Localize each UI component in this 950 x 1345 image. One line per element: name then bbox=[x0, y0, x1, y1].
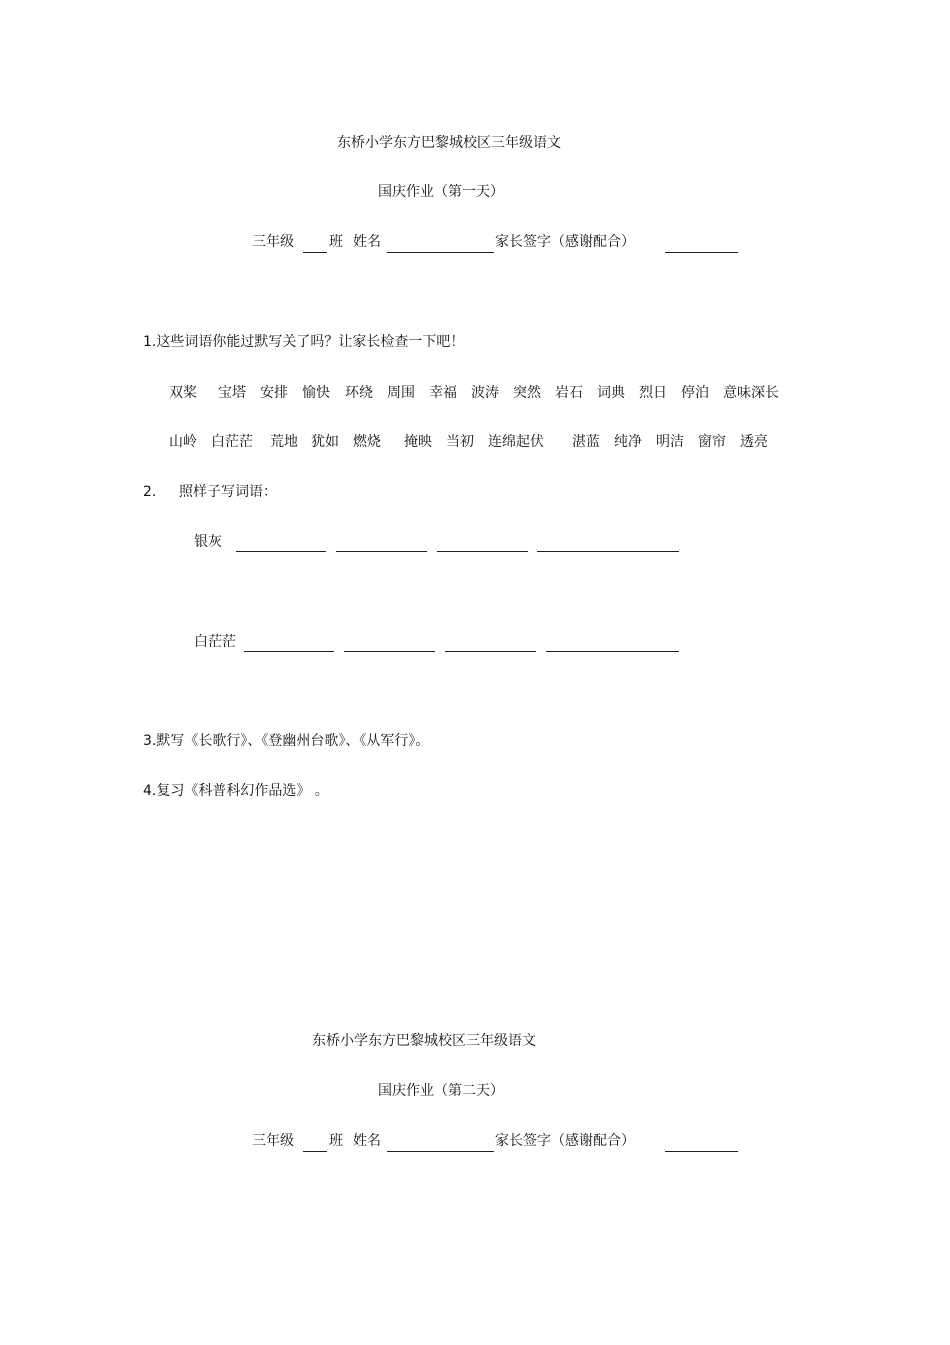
question-2-number: 2. bbox=[143, 484, 157, 500]
word-item: 幸福 bbox=[429, 385, 457, 401]
answer-blank[interactable] bbox=[546, 651, 679, 652]
class-blank[interactable] bbox=[303, 252, 327, 253]
answer-blank[interactable] bbox=[236, 551, 326, 552]
answer-blank[interactable] bbox=[537, 551, 679, 552]
word-item: 双桨 bbox=[169, 385, 197, 401]
word-item: 波涛 bbox=[471, 385, 499, 401]
word-item: 愉快 bbox=[302, 385, 330, 401]
word-item: 连绵起伏 bbox=[488, 434, 544, 450]
name-blank[interactable] bbox=[387, 1151, 494, 1152]
class-blank[interactable] bbox=[303, 1151, 327, 1152]
word-item: 安排 bbox=[260, 385, 288, 401]
word-item: 透亮 bbox=[740, 434, 768, 450]
word-item: 环绕 bbox=[345, 385, 373, 401]
word-item: 宝塔 bbox=[218, 385, 246, 401]
answer-blank[interactable] bbox=[437, 551, 528, 552]
class-label: 班 bbox=[329, 234, 343, 250]
word-item: 意味深长 bbox=[723, 385, 779, 401]
word-item: 荒地 bbox=[270, 434, 298, 450]
parent-sign-label: 家长签字（感谢配合） bbox=[495, 234, 635, 250]
word-item: 烈日 bbox=[639, 385, 667, 401]
school-title-day2: 东桥小学东方巴黎城校区三年级语文 bbox=[312, 1033, 536, 1049]
word-item: 突然 bbox=[513, 385, 541, 401]
parent-sign-blank[interactable] bbox=[665, 252, 738, 253]
school-title: 东桥小学东方巴黎城校区三年级语文 bbox=[337, 135, 561, 151]
parent-sign-blank[interactable] bbox=[665, 1151, 738, 1152]
word-item: 窗帘 bbox=[698, 434, 726, 450]
word-item: 燃烧 bbox=[353, 434, 381, 450]
question-2-prompt: 照样子写词语： bbox=[179, 484, 277, 500]
question-4: 4.复习《科普科幻作品选》 。 bbox=[143, 783, 329, 799]
word-item: 当初 bbox=[446, 434, 474, 450]
word-item: 词典 bbox=[597, 385, 625, 401]
answer-blank[interactable] bbox=[445, 651, 536, 652]
word-item: 掩映 bbox=[404, 434, 432, 450]
word-item: 岩石 bbox=[555, 385, 583, 401]
example-word: 银灰 bbox=[194, 534, 222, 550]
word-item: 停泊 bbox=[681, 385, 709, 401]
name-label: 姓名 bbox=[353, 1133, 381, 1149]
name-blank[interactable] bbox=[387, 252, 494, 253]
word-item: 湛蓝 bbox=[572, 434, 600, 450]
answer-blank[interactable] bbox=[344, 651, 435, 652]
question-1-prompt: 1.这些词语你能过默写关了吗？让家长检查一下吧！ bbox=[143, 334, 465, 350]
question-3: 3.默写《长歌行》、《登幽州台歌》、《从军行》。 bbox=[143, 733, 430, 749]
word-item: 纯净 bbox=[614, 434, 642, 450]
class-label: 班 bbox=[329, 1133, 343, 1149]
answer-blank[interactable] bbox=[336, 551, 427, 552]
page-subtitle: 国庆作业（第一天） bbox=[378, 184, 504, 200]
grade-label: 三年级 bbox=[252, 1133, 294, 1149]
name-label: 姓名 bbox=[353, 234, 381, 250]
page-subtitle-day2: 国庆作业（第二天） bbox=[378, 1083, 504, 1099]
answer-blank[interactable] bbox=[244, 651, 334, 652]
word-item: 明洁 bbox=[656, 434, 684, 450]
word-item: 周围 bbox=[387, 385, 415, 401]
word-item: 山岭 bbox=[169, 434, 197, 450]
word-item: 犹如 bbox=[311, 434, 339, 450]
example-word: 白茫茫 bbox=[194, 634, 236, 650]
grade-label: 三年级 bbox=[252, 234, 294, 250]
parent-sign-label: 家长签字（感谢配合） bbox=[495, 1133, 635, 1149]
word-item: 白茫茫 bbox=[211, 434, 253, 450]
